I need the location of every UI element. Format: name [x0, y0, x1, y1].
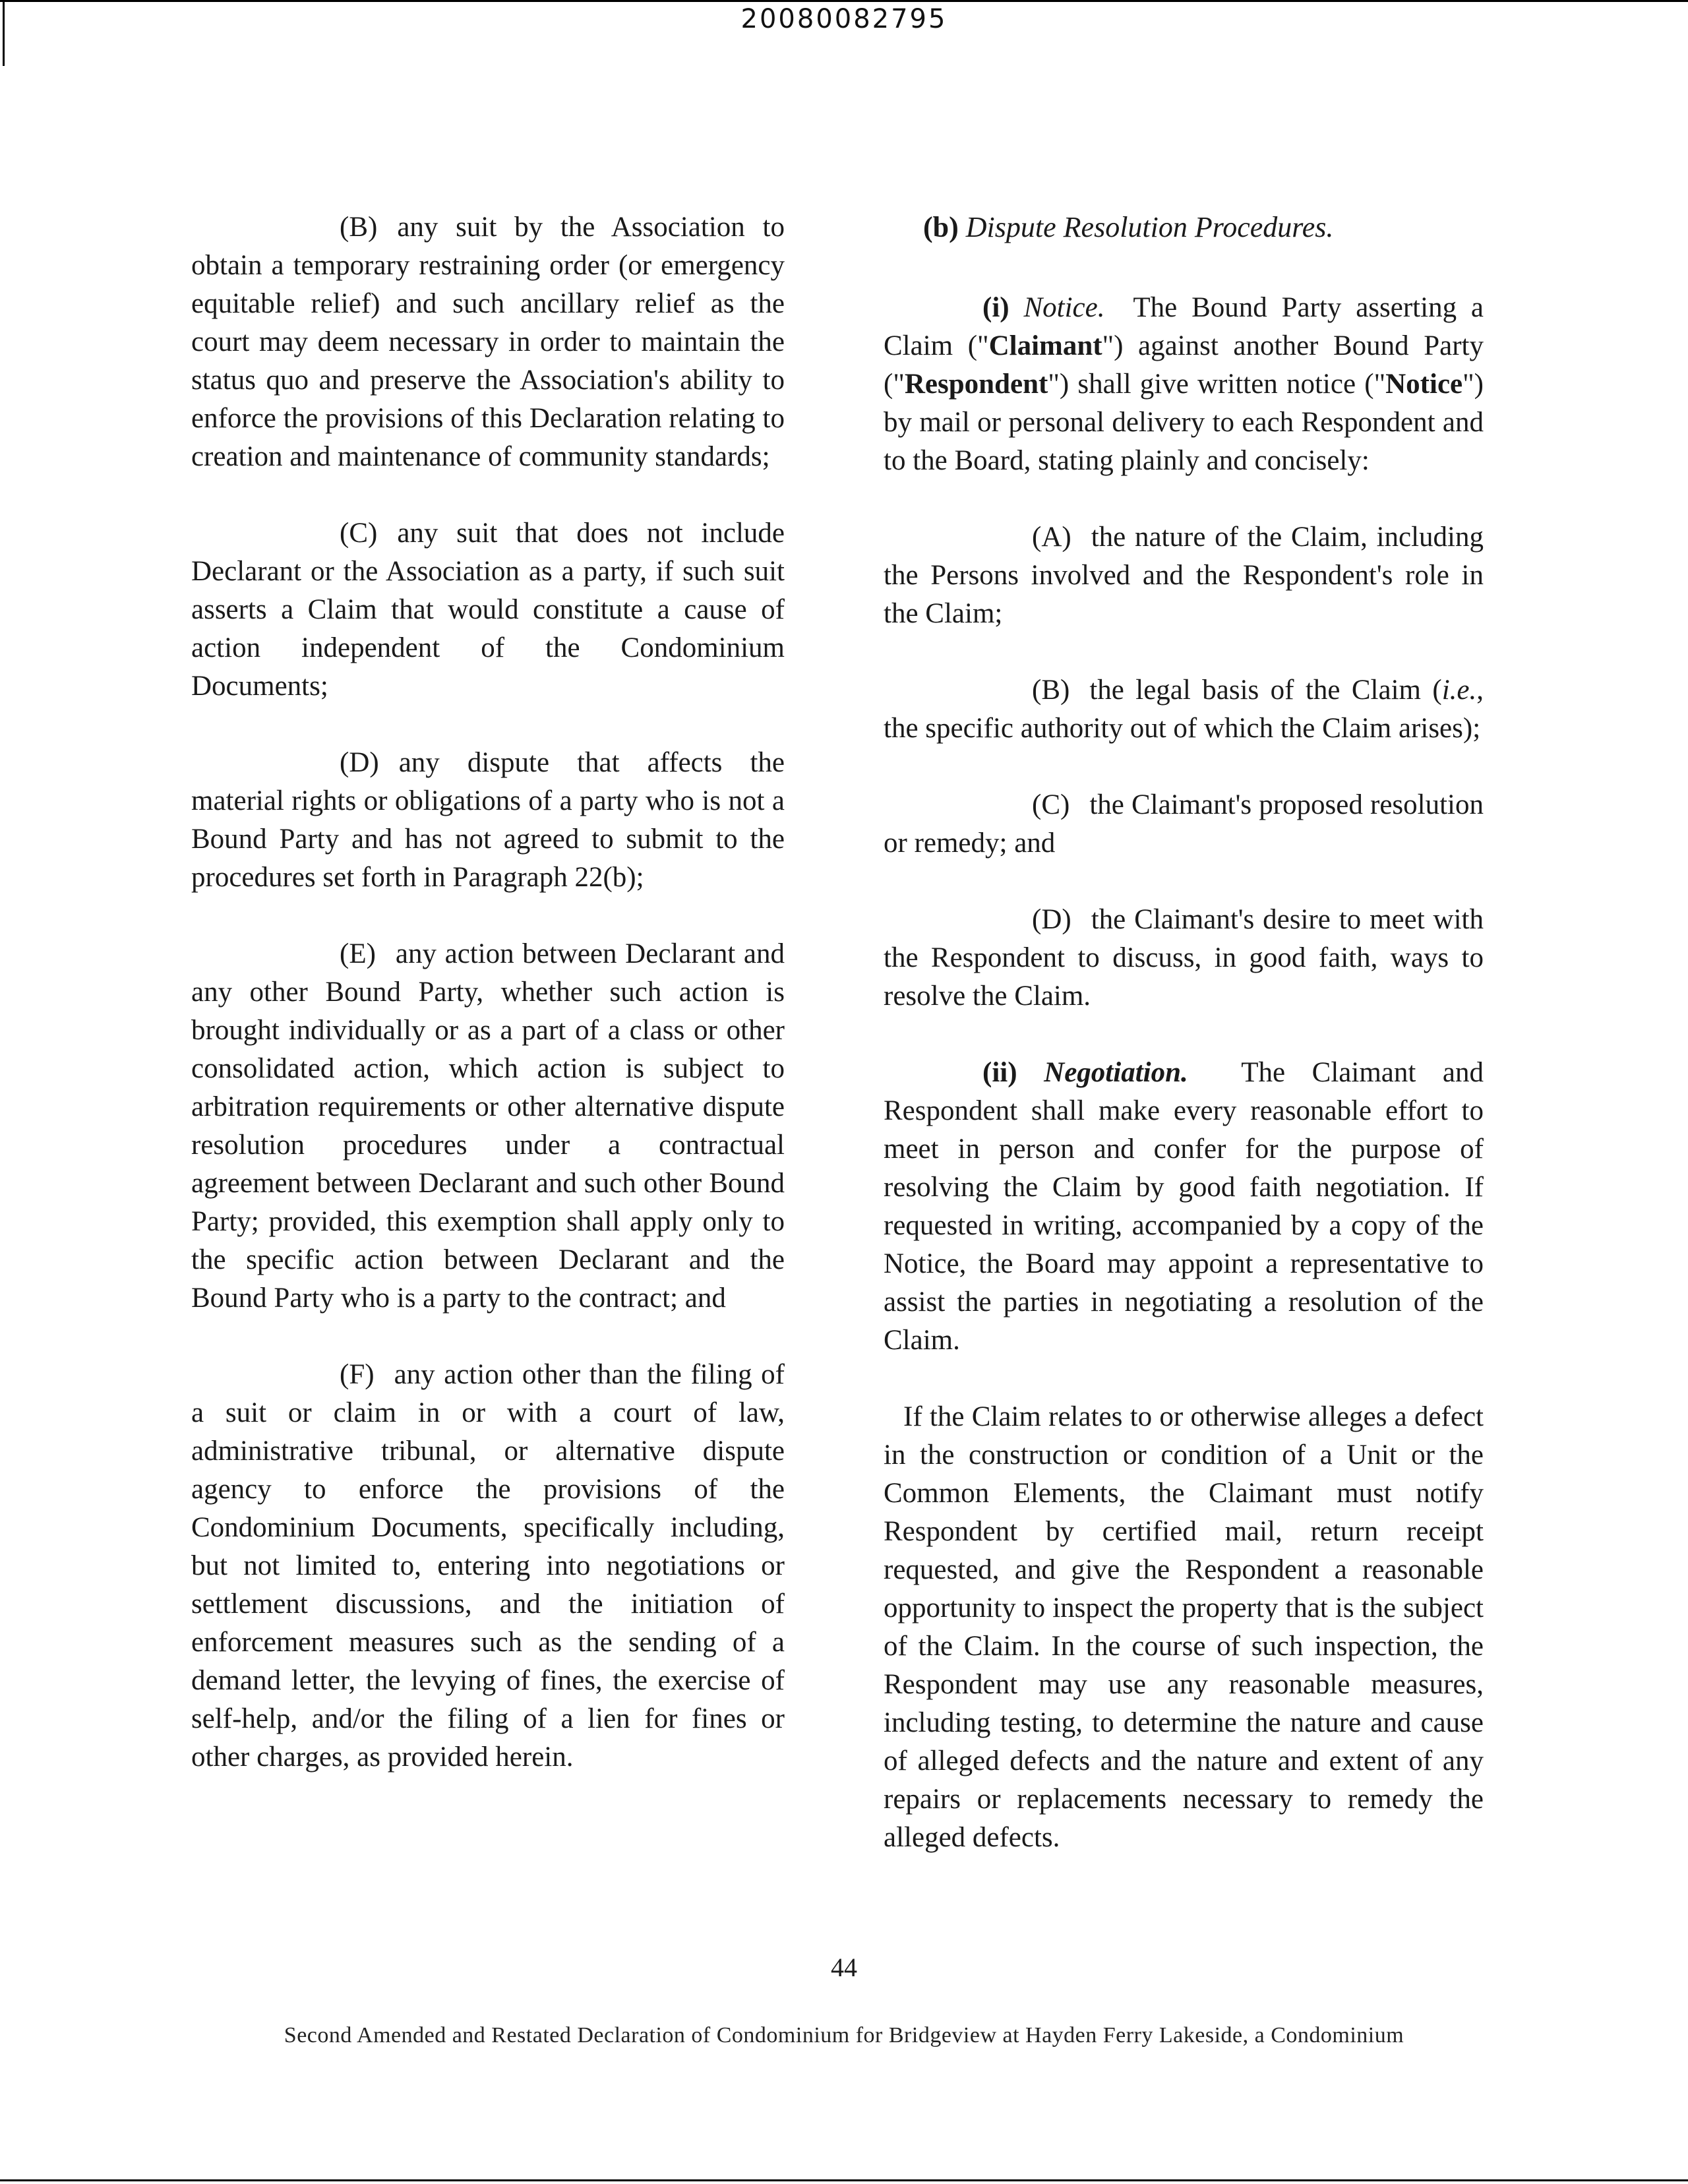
section-heading-title: Dispute Resolution Procedures. — [965, 211, 1334, 243]
document-number: 20080082795 — [740, 4, 948, 34]
notice-item-B-ie: i.e. — [1441, 675, 1477, 706]
clause-E — [191, 935, 785, 1318]
subsection-notice — [884, 289, 1484, 480]
clause-F — [191, 1356, 785, 1776]
notice-item-A — [884, 518, 1484, 633]
section-heading — [923, 208, 1484, 247]
notice-label: (i) — [982, 292, 1010, 323]
left-column — [191, 208, 785, 1815]
negotiation-title: Negotiation. — [1044, 1057, 1188, 1088]
notice-text-part: ") shall give written notice (" — [1048, 369, 1386, 400]
defect-text: If the Claim relates to or otherwise alleges a defect in the construction or condition of a Unit or the Common Elements, the Claimant must notify Respondent by certified mail, return receipt requested, and give the Respondent a reasonable opportunity to inspect the property that is the subject of the Claim. In the course of such inspection, the Respondent may use any reasonable measures, including testing, to determine the nature and cause of alleged defects and the nature and extent of any repairs or replacements necessary to remedy the alleged defects. — [884, 1401, 1484, 1853]
notice-item-D-label: (D) — [1032, 904, 1071, 935]
notice-item-B-text: the legal basis of the Claim ( — [1089, 675, 1442, 706]
term-notice: Notice — [1385, 369, 1463, 400]
clause-C — [191, 514, 785, 706]
notice-item-C — [884, 786, 1484, 863]
clause-F-text: any action other than the filing of a suit or claim in or with a court of law, administrative tribunal, or alternative dispute agency to enforce the provisions of the Condominium Documents, specifically including, but not limited to, entering into negotiations or settlement discussions, and the initiation of enforcement measures such as the sending of a demand letter, the levying of fines, the exercise of self-help, and/or the filing of a lien for fines or other charges, as provided herein. — [191, 1359, 785, 1773]
clause-B-text: any suit by the Association to obtain a temporary restraining order (or emergency equitable relief) and such ancillary relief as the court may deem necessary in order to maintain the status quo and preserve the Association's ability to enforce the provisions of this Declaration relating to creation and maintenance of community standards; — [191, 212, 785, 472]
notice-item-A-label: (A) — [1032, 522, 1071, 553]
clause-F-label: (F) — [340, 1359, 375, 1390]
clause-E-text: any action between Declarant and any other Bound Party, whether such action is brought individually or as a part of a class or other consolidated action, which action is subject to arbitration requirements or other alternative dispute resolution procedures under a contractual agreement between Declarant and such other Bound Party; provided, this exemption shall apply only to the specific action between Declarant and the Bound Party who is a party to the contract; and — [191, 938, 785, 1314]
notice-item-B — [884, 671, 1484, 748]
notice-item-C-label: (C) — [1032, 789, 1070, 820]
notice-text-part: ") by mail or personal delivery to each Respondent and to the Board, stating plainly and concisely: — [884, 369, 1484, 476]
defect-paragraph — [884, 1398, 1484, 1857]
clause-C-label: (C) — [340, 518, 378, 549]
page-number: 44 — [831, 1953, 857, 1982]
subsection-negotiation — [884, 1054, 1484, 1360]
top-border-line — [0, 0, 1688, 2]
clause-C-text: any suit that does not include Declarant or the Association as a party, if such suit asserts a Claim that would constitute a cause of action independent of the Condominium Documents; — [191, 518, 785, 702]
notice-text-part: ") against another Bound Party (" — [884, 330, 1484, 400]
notice-item-A-text: the nature of the Claim, including the Persons involved and the Respondent's role in the Claim; — [884, 522, 1484, 629]
notice-item-D-text: the Claimant's desire to meet with the Respondent to discuss, in good faith, ways to resolve the Claim. — [884, 904, 1484, 1012]
notice-item-B-text: , the specific authority out of which the Claim arises); — [884, 675, 1484, 744]
clause-B — [191, 208, 785, 476]
term-claimant: Claimant — [988, 330, 1102, 361]
notice-item-B-label: (B) — [1032, 675, 1070, 706]
right-column — [884, 208, 1484, 1895]
notice-title: Notice. — [1023, 292, 1105, 323]
term-respondent: Respondent — [904, 369, 1048, 400]
negotiation-label: (ii) — [982, 1057, 1017, 1088]
notice-item-D — [884, 901, 1484, 1016]
clause-E-label: (E) — [340, 938, 376, 969]
clause-D-text: any dispute that affects the material rights or obligations of a party who is not a Bound Party and has not agreed to submit to the procedures set forth in Paragraph 22(b); — [191, 747, 785, 893]
negotiation-text: The Claimant and Respondent shall make every reasonable effort to meet in person and confer for the purpose of resolving the Claim by good faith negotiation. If requested in writing, accompanied by a copy of the Notice, the Board may appoint a representative to assist the parties in negotiating a resolution of the Claim. — [884, 1057, 1484, 1356]
notice-item-C-text: the Claimant's proposed resolution or remedy; and — [884, 789, 1484, 859]
clause-D — [191, 744, 785, 897]
clause-D-label: (D) — [340, 747, 379, 778]
section-heading-label: (b) — [923, 211, 959, 243]
notice-text-part: The Bound Party asserting a Claim (" — [884, 292, 1484, 361]
footer-document-title: Second Amended and Restated Declaration of Condominium for Bridgeview at Hayden Ferry Lakeside, a Condominium — [284, 2023, 1404, 2048]
bottom-border-line — [0, 2179, 1688, 2181]
clause-B-label: (B) — [340, 212, 378, 243]
